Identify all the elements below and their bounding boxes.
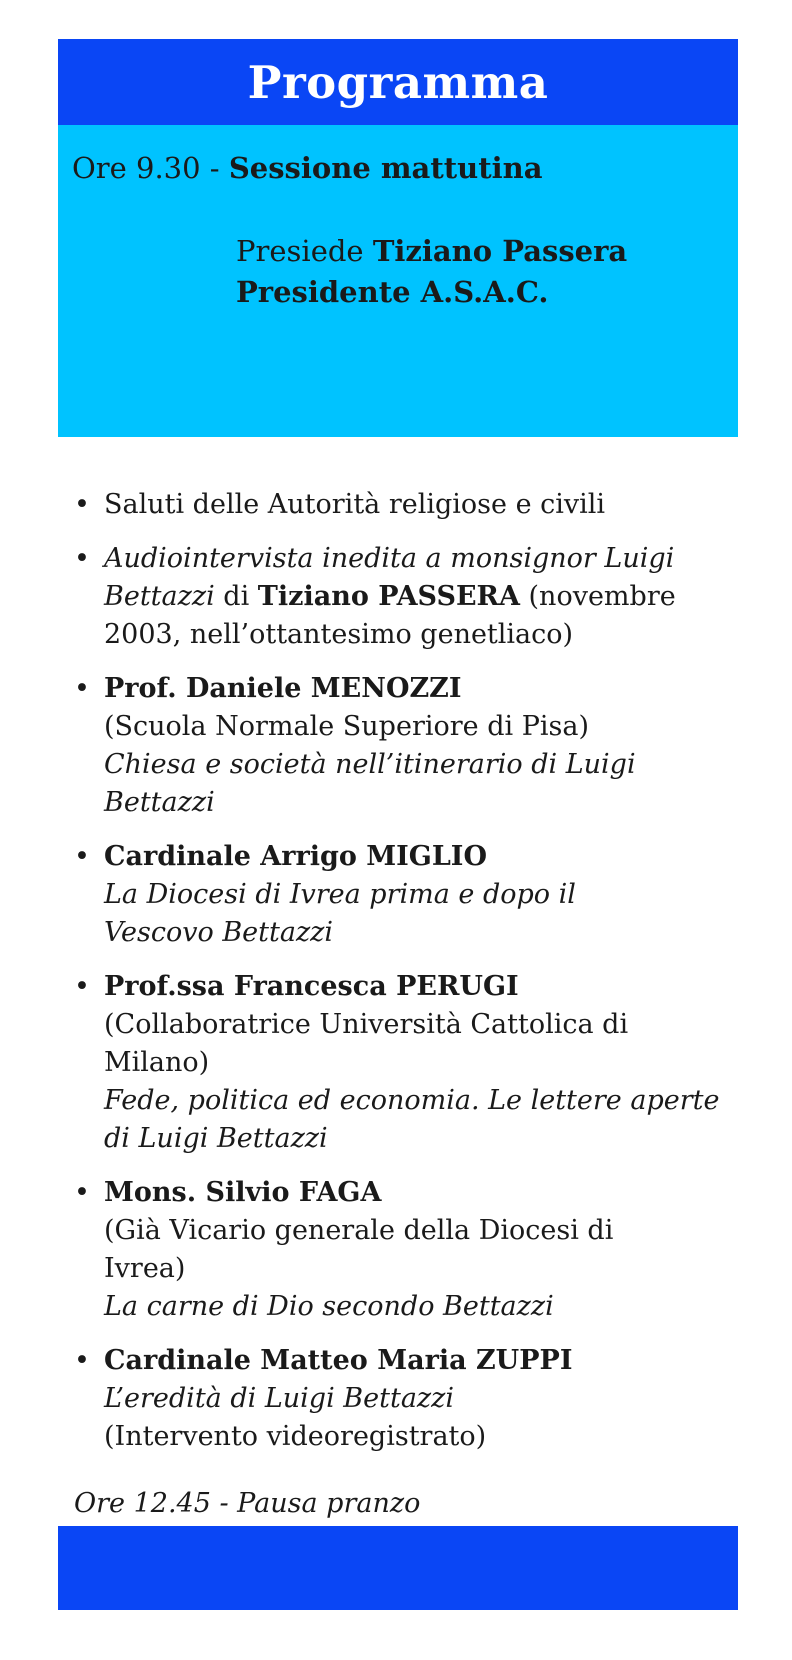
item-note: (Intervento videoregistrato) [104,1421,487,1452]
item-title-cont: di Luigi Bettazzi [104,1123,328,1154]
item-affiliation-cont: Milano) [104,1047,210,1078]
lunch-break: Ore 12.45 - Pausa pranzo [74,1488,421,1519]
session-heading [72,151,543,185]
item-affiliation: (Collaboratrice Università Cattolica di [104,1009,629,1040]
item-title: Fede, politica ed economia. Le lettere aperte [104,1085,720,1116]
session-chair [236,231,627,313]
list-item [74,670,734,822]
list-item [74,540,734,654]
item-author: Tiziano PASSERA [257,581,520,612]
item-title-cont: Bettazzi [104,787,215,818]
list-item [74,968,734,1158]
item-affiliation-cont: Ivrea) [104,1253,186,1284]
bullet-icon: • [74,543,90,574]
session-box [58,125,738,437]
bullet-icon: • [74,489,90,520]
item-title: L’eredità di Luigi Bettazzi [104,1383,455,1414]
bullet-icon: • [74,1177,90,1208]
item-by: di [214,581,258,612]
list-item [74,1342,734,1456]
item-line [104,578,734,616]
item-title: La Diocesi di Ivrea prima e dopo il [104,879,576,910]
item-affiliation: (Già Vicario generale della Diocesi di [104,1215,614,1246]
item-text: Saluti delle Autorità religiose e civili [104,489,606,520]
item-title: Audiointervista inedita a monsignor Luigi [104,543,675,574]
header-bar [58,39,738,125]
item-title: La carne di Dio secondo Bettazzi [104,1291,554,1322]
item-title-cont: Bettazzi [104,581,215,612]
bullet-icon: • [74,673,90,704]
chair-line [236,231,627,272]
bullet-icon: • [74,841,90,872]
bullet-icon: • [74,971,90,1002]
item-speaker: Cardinale Matteo Maria ZUPPI [104,1345,573,1376]
session-name: Sessione mattutina [228,151,543,185]
item-title-cont: Vescovo Bettazzi [104,917,334,948]
item-speaker: Cardinale Arrigo MIGLIO [104,841,487,872]
list-item [74,486,734,524]
item-speaker: Prof. Daniele MENOZZI [104,673,462,704]
footer-bar [58,1526,738,1610]
item-title: Chiesa e società nell’itinerario di Luigi [104,749,636,780]
page-title: Programma [247,55,549,109]
program-list [74,486,734,1472]
item-note: (novembre [519,581,676,612]
item-affiliation: (Scuola Normale Superiore di Pisa) [104,711,589,742]
item-note-cont: 2003, nell’ottantesimo genetliaco) [104,619,574,650]
list-item [74,1174,734,1326]
chair-name: Tiziano Passera [372,234,628,268]
item-speaker: Prof.ssa Francesca PERUGI [104,971,519,1002]
chair-role: Presidente A.S.A.C. [236,275,549,309]
chair-prefix: Presiede [236,234,373,268]
bullet-icon: • [74,1345,90,1376]
list-item [74,838,734,952]
session-time: Ore 9.30 - [72,151,229,185]
item-speaker: Mons. Silvio FAGA [104,1177,382,1208]
